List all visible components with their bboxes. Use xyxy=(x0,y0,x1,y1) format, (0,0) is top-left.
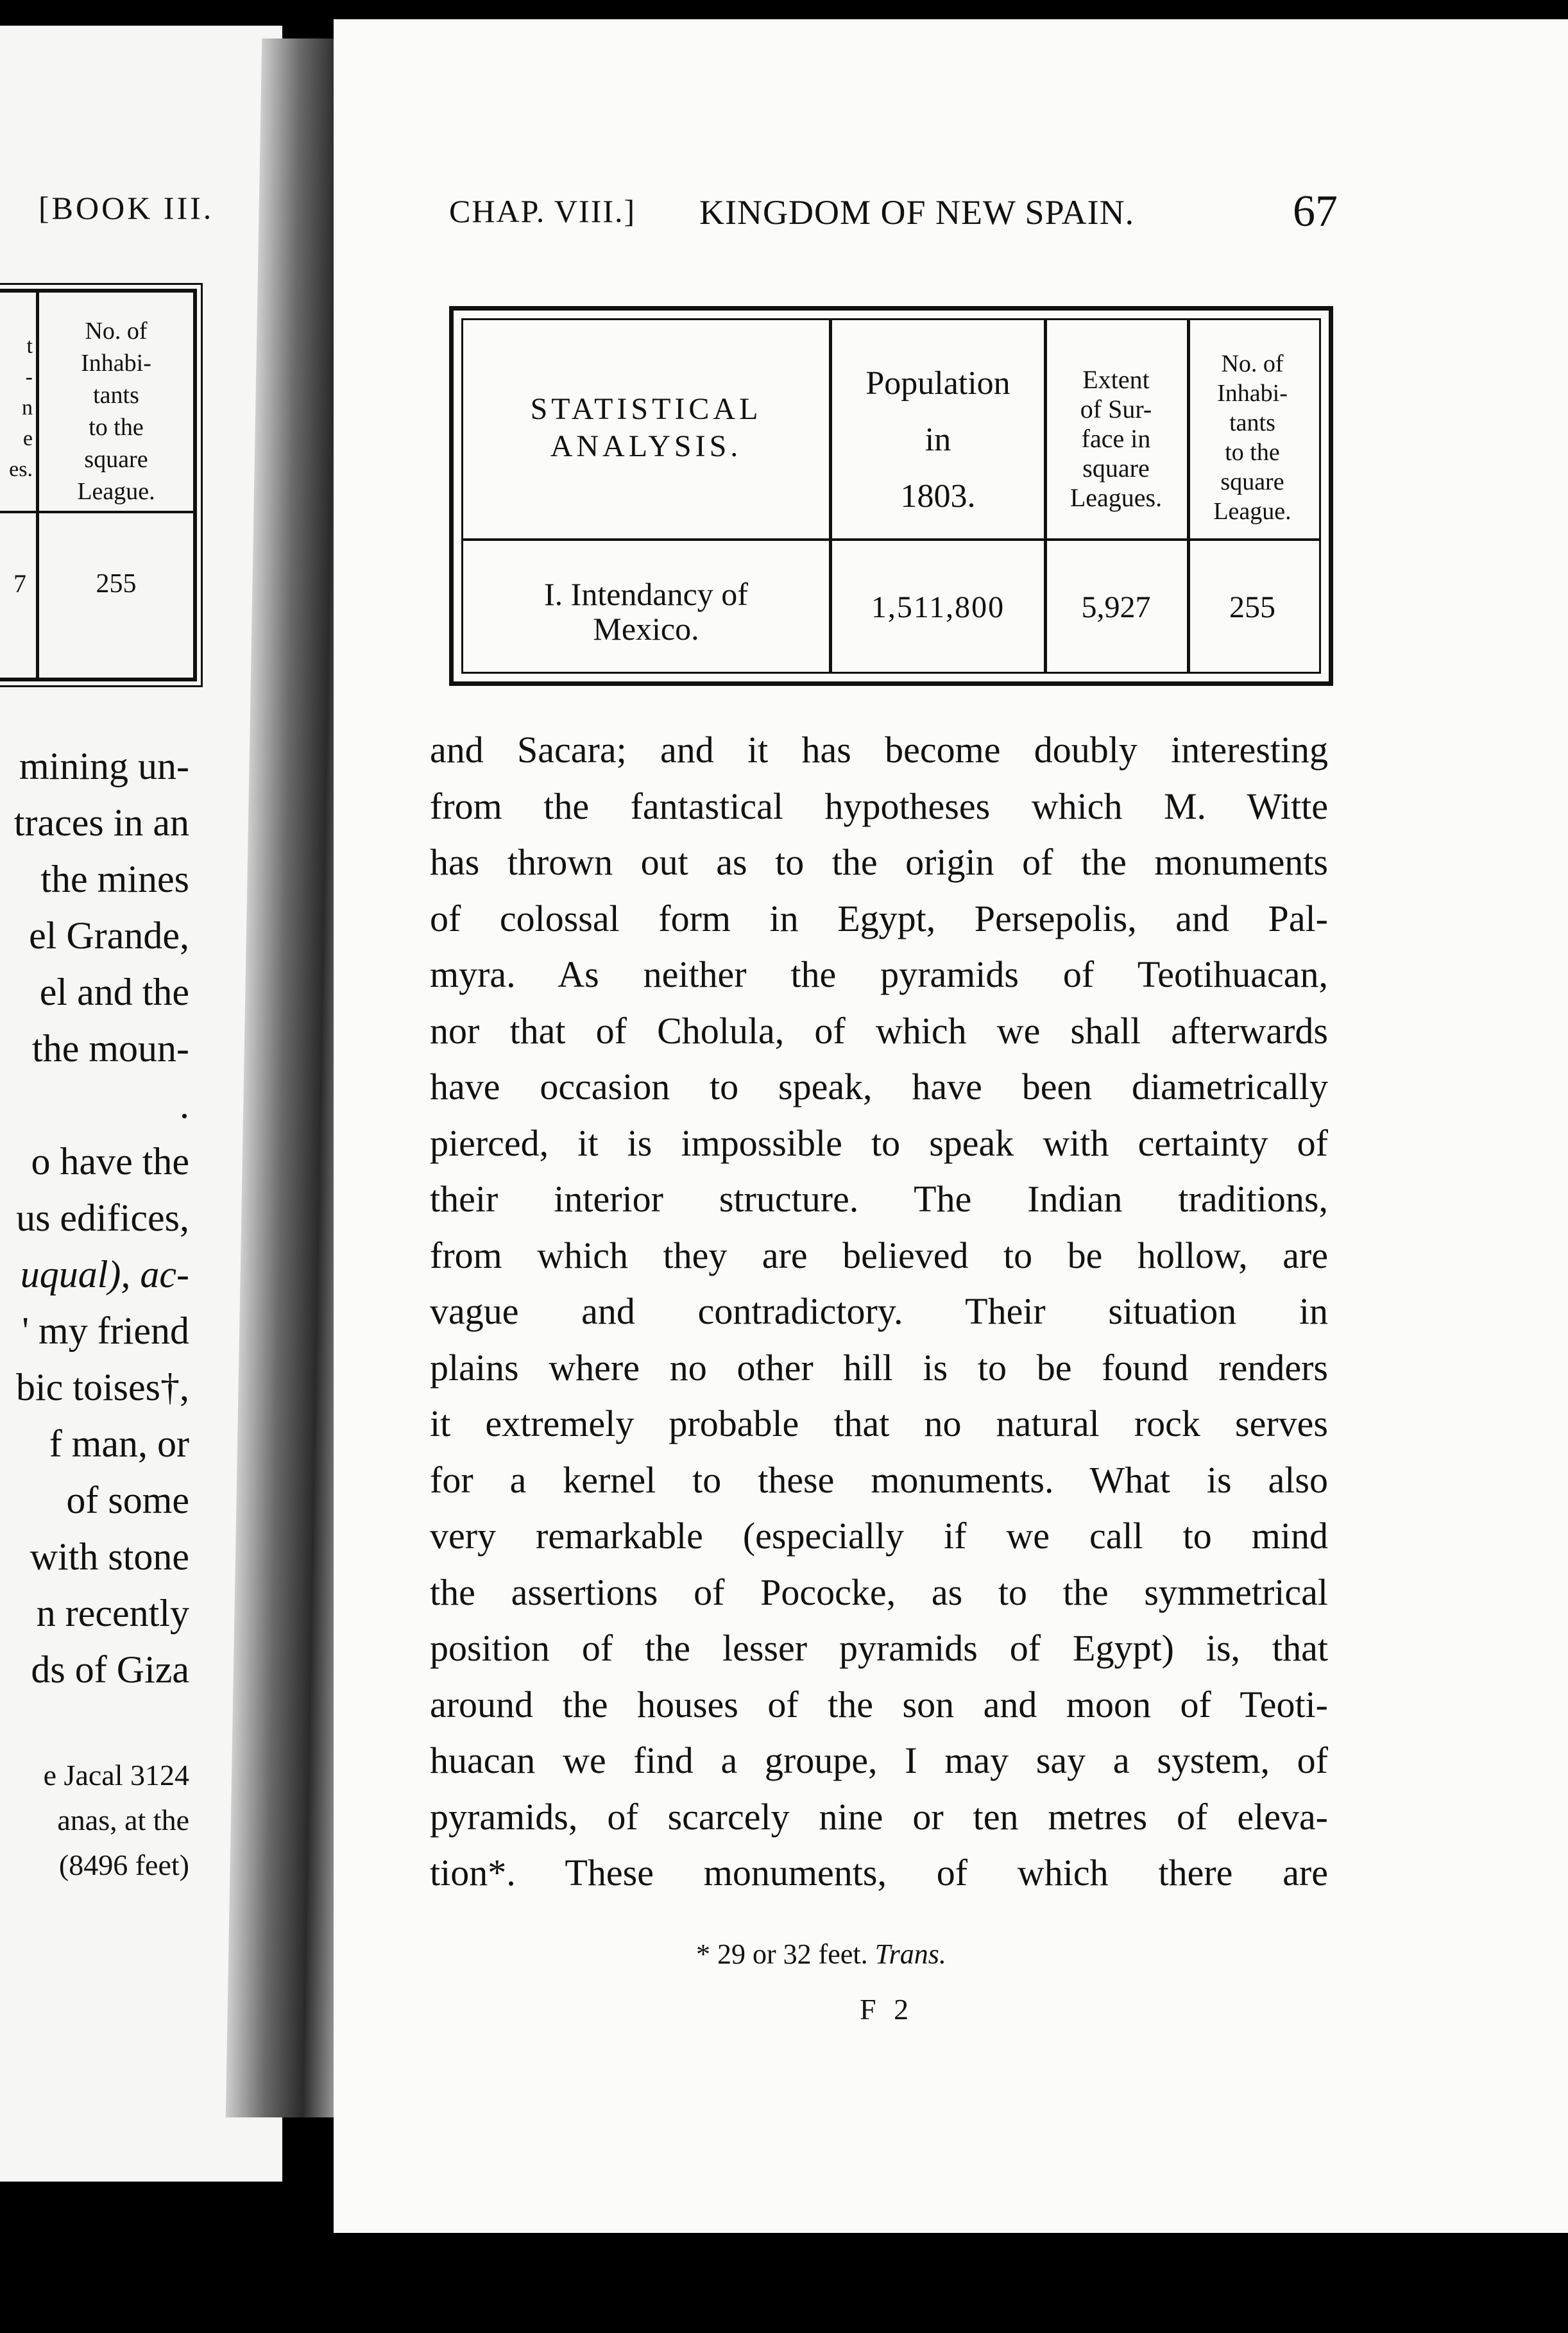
row-population: 1,511,800 xyxy=(871,590,1005,624)
left-text-line: n recently xyxy=(36,1592,189,1634)
table-header-rule xyxy=(463,538,1319,541)
header-line: to the xyxy=(89,414,144,441)
left-running-head: [BOOK III. xyxy=(38,190,214,226)
header-line: League. xyxy=(77,478,155,505)
header-line: es. xyxy=(9,457,33,481)
body-line: for a kernel to these monuments. What is also xyxy=(430,1458,1328,1501)
header-inhabitants xyxy=(1188,349,1317,526)
left-table xyxy=(0,289,197,681)
header-extent xyxy=(1044,365,1188,513)
header-line: Population xyxy=(865,365,1010,402)
header-line: Inhabi- xyxy=(1217,380,1288,407)
body-line: and Sacara; and it has become doubly interesting xyxy=(430,729,1328,771)
body-line: pierced, it is impossible to speak with certainty of xyxy=(430,1122,1328,1164)
left-text-line: the moun- xyxy=(32,1027,189,1070)
left-text-line: the mines xyxy=(40,858,189,900)
left-table-col-a-header xyxy=(7,331,33,485)
left-table-divider xyxy=(36,293,39,678)
left-table-value-b: 255 xyxy=(96,569,137,599)
left-footnote-line: anas, at the xyxy=(57,1804,189,1836)
left-text-line: of some xyxy=(66,1479,189,1521)
header-line: face in xyxy=(1081,424,1151,453)
body-line: of colossal form in Egypt, Persepolis, and Pal- xyxy=(430,897,1328,939)
header-line: of Sur- xyxy=(1080,395,1152,423)
header-line: League. xyxy=(1213,498,1291,525)
left-text-line: mining un- xyxy=(19,745,189,787)
header-line: STATISTICAL xyxy=(530,392,762,426)
left-footnote-line: e Jacal 3124 xyxy=(43,1759,189,1791)
header-line: to the xyxy=(1225,439,1280,466)
running-head-title: KINGDOM OF NEW SPAIN. xyxy=(699,193,1135,232)
body-line: the assertions of Pococke, as to the symmetrical xyxy=(430,1571,1328,1613)
body-line: myra. As neither the pyramids of Teotihuacan, xyxy=(430,953,1328,995)
header-line: tants xyxy=(1229,409,1275,436)
left-table-rule xyxy=(0,511,193,513)
body-line: very remarkable (especially if we call to mind xyxy=(430,1515,1328,1557)
left-table-col-b-header xyxy=(42,315,190,508)
header-statistical-analysis xyxy=(463,391,829,465)
left-text-line: el Grande, xyxy=(29,914,189,957)
header-population xyxy=(832,355,1044,525)
page-number: 67 xyxy=(1293,187,1338,236)
body-line: pyramids, of scarcely nine or ten metres of eleva- xyxy=(430,1795,1328,1838)
body-line: nor that of Cholula, of which we shall afterwards xyxy=(430,1009,1328,1052)
left-text-line: us edifices, xyxy=(16,1197,189,1239)
header-line: tants xyxy=(93,382,139,409)
body-line: around the houses of the son and moon of Teoti- xyxy=(430,1683,1328,1725)
header-line: 1803. xyxy=(900,478,976,515)
body-line: position of the lesser pyramids of Egypt) is, that xyxy=(430,1627,1328,1669)
statistical-table xyxy=(449,306,1333,686)
body-line: it extremely probable that no natural rock serves xyxy=(430,1403,1328,1444)
header-line: t xyxy=(26,334,33,358)
header-line: square xyxy=(1082,454,1150,483)
header-line: square xyxy=(1220,468,1284,495)
row-name-line: Mexico. xyxy=(593,611,699,647)
body-line: have occasion to speak, have been diametrically xyxy=(430,1066,1328,1107)
body-line: from which they are believed to be hollow, are xyxy=(430,1234,1328,1276)
left-text-line: el and the xyxy=(39,971,189,1013)
body-line: vague and contradictory. Their situation in xyxy=(430,1290,1328,1332)
left-text-line: bic toises†, xyxy=(16,1366,189,1408)
left-text-line: ' my friend xyxy=(22,1310,189,1352)
footnote-trans: Trans. xyxy=(874,1938,946,1970)
header-line: Extent xyxy=(1082,365,1150,394)
body-line: from the fantastical hypotheses which M. Witte xyxy=(430,785,1328,827)
left-text-line: traces in an xyxy=(13,801,189,844)
header-line: n xyxy=(22,396,33,420)
footnote xyxy=(696,1938,946,1970)
left-text-line: o have the xyxy=(31,1140,189,1183)
body-line: plains where no other hill is to be found renders xyxy=(430,1346,1328,1389)
running-head-chapter: CHAP. VIII.] xyxy=(449,193,636,229)
header-line: in xyxy=(925,422,951,458)
left-text-line: with stone xyxy=(30,1535,189,1578)
table-inner-frame xyxy=(461,318,1321,674)
row-inhabitants: 255 xyxy=(1229,590,1275,624)
header-line: Inhabi- xyxy=(81,350,151,377)
row-extent: 5,927 xyxy=(1081,590,1151,624)
signature-mark: F 2 xyxy=(860,1993,914,2026)
header-line: No. of xyxy=(1221,350,1284,377)
left-table-value-a: 7 xyxy=(13,569,26,598)
row-intendancy-name xyxy=(463,577,829,646)
body-line: has thrown out as to the origin of the monuments xyxy=(430,841,1328,883)
body-line: huacan we find a groupe, I may say a system, of xyxy=(430,1739,1328,1781)
left-text-line: ds of Giza xyxy=(31,1648,189,1691)
header-line: e xyxy=(22,427,33,450)
row-name-line: I. Intendancy of xyxy=(544,576,748,612)
left-text-line: . xyxy=(180,1084,189,1126)
left-text-line: uqual), ac- xyxy=(20,1253,189,1295)
header-line: Leagues. xyxy=(1069,483,1163,512)
header-line: No. of xyxy=(85,318,148,345)
footnote-text: * 29 or 32 feet. xyxy=(696,1938,868,1970)
header-line: - xyxy=(25,365,33,389)
body-line: tion*. These monuments, of which there are xyxy=(430,1852,1328,1893)
body-line: their interior structure. The Indian traditions, xyxy=(430,1178,1328,1220)
header-line: square xyxy=(84,446,148,473)
left-footnote-line: (8496 feet) xyxy=(58,1849,189,1881)
left-text-line: f man, or xyxy=(49,1423,189,1465)
header-line: ANALYSIS. xyxy=(550,429,742,463)
body-text xyxy=(430,722,1328,1901)
